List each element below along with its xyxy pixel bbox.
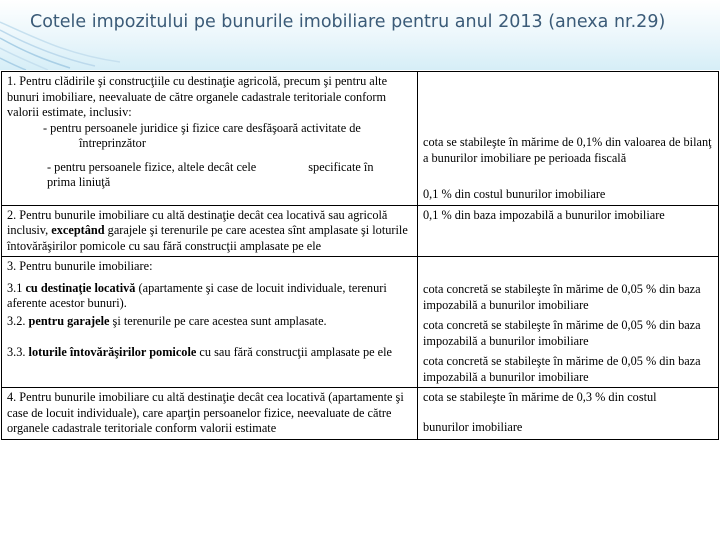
title-banner [0,0,720,70]
row3-rate1: cota concretă se stabileşte în mărime de 0,05 % din baza impozabilă a bunurilor imobiliare [423,282,701,312]
row3-item2: 3.2. pentru garajele şi terenurile pe care acestea sunt amplasate. [7,313,327,328]
row1-rate-individual: 0,1 % din costul bunurilor imobiliare [423,187,606,201]
row3-rate2: cota concretă se stabileşte în mărime de 0,05 % din baza impozabilă a bunurilor imobiliare [423,318,701,348]
row4-rate [418,388,719,440]
row4-description: 4. Pentru bunurile imobiliare cu altă destinaţie decât cea locativă (apartamente şi case de locuit individuale), care aparţin persoanelor fizice, neevaluate de către organele cadastrale teritoriale conform valorii estimate [2,388,418,440]
table-row [2,205,719,257]
row3-rates [418,257,719,388]
table-row [2,72,719,206]
row1-sub1-line2: întreprinzător [79,136,146,150]
row1-description [2,72,418,206]
row1-sub2-line2: prima liniuţă [47,175,111,189]
tax-rates-table [1,71,719,440]
row2-rate: 0,1 % din baza impozabilă a bunurilor imobiliare [418,205,719,257]
row2-description: 2. Pentru bunurile imobiliare cu altă destinaţie decât cea locativă sau agricolă inclusiv, exceptând garajele şi terenurile pe care acestea sînt amplasate şi loturile întovărăşirilor pomicole cu sau fără construcţii amplasate pe ele [2,205,418,257]
row3-item1: 3.1 cu destinaţie locativă (apartamente şi case de locuit individuale, terenuri aferente acestor bunuri). [7,280,387,310]
row1-rate-legal: cota se stabileşte în mărime de 0,1% din valoarea de bilanţ a bunurilor imobiliare pe perioada fiscală [423,135,712,165]
row3-description [2,257,418,388]
row1-sub1-line1: - pentru persoanele juridice şi fizice care desfăşoară activitate de [43,120,361,135]
row4-rate-line2: bunurilor imobiliare [423,419,523,434]
row3-item3: 3.3. loturile întovărăşirilor pomicole cu sau fără construcţii amplasate pe ele [7,345,392,359]
row3-heading: 3. Pentru bunurile imobiliare: [7,259,153,273]
table-row [2,257,719,388]
row1-sub2-text: - pentru persoanele fizice, altele decât cele [47,159,257,174]
row3-rate3: cota concretă se stabileşte în mărime de 0,05 % din baza impozabilă a bunurilor imobiliare [423,354,701,384]
table-row [2,388,719,440]
row1-intro: 1. Pentru clădirile şi construcţiile cu destinaţie agricolă, precum şi pentru alte bunuri imobiliare, neevaluate de către organele cadastrale teritoriale conform valorii estimate, inclusiv: [7,74,388,119]
row1-sub2-specified: specificate în [308,159,374,174]
row1-rates [418,72,719,206]
row2-bold-except: exceptând [51,223,105,237]
row4-rate-line1: cota se stabileşte în mărime de 0,3 % din costul [423,390,657,404]
row1-sub2-line1 [7,160,412,176]
page-title: Cotele impozitului pe bunurile imobiliare pentru anul 2013 (anexa nr.29) [30,12,666,32]
